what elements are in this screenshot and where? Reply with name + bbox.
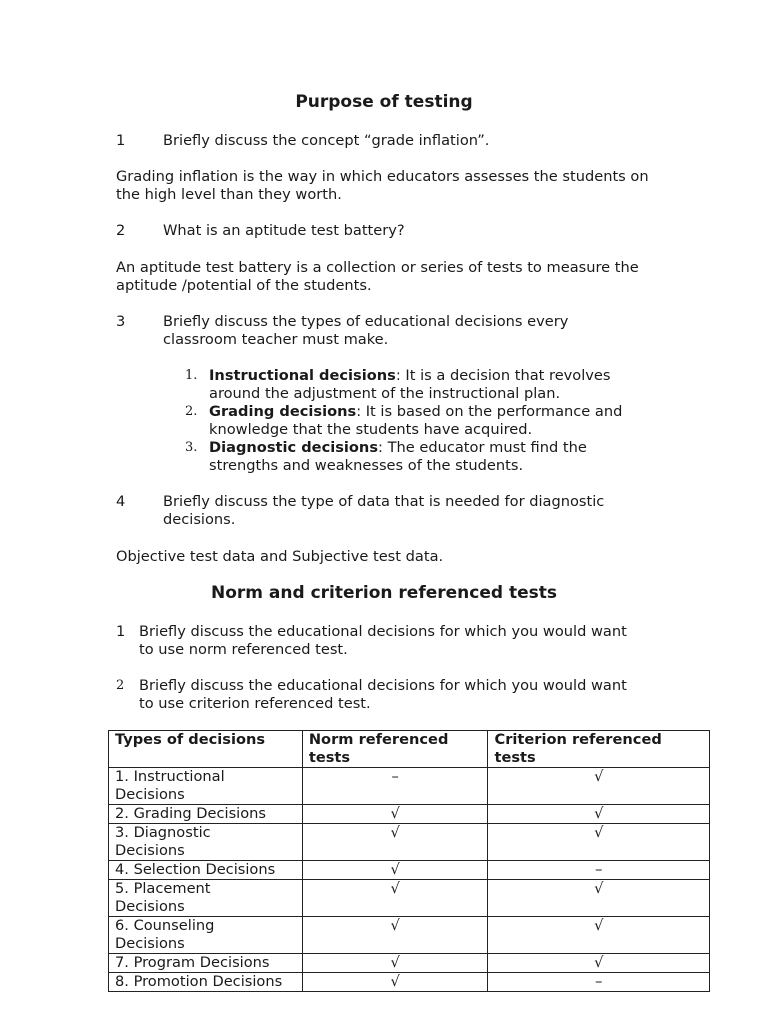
- norm-mark-cell: √: [302, 880, 488, 917]
- criterion-mark-cell: –: [488, 973, 710, 992]
- decision-type-cell: 8. Promotion Decisions: [109, 973, 303, 992]
- table-row: [109, 824, 710, 861]
- decision-type-cell: 1. Instructional Decisions: [109, 768, 303, 805]
- criterion-mark-cell: √: [488, 824, 710, 861]
- criterion-mark-cell: √: [488, 805, 710, 824]
- answer-2: An aptitude test battery is a collection or series of tests to measure the aptitude /potential of the students.: [116, 259, 639, 294]
- decision-type-cell: 2. Grading Decisions: [109, 805, 303, 824]
- list-number: 3.: [185, 440, 198, 455]
- table-header-row: [109, 731, 710, 768]
- list-number: 2.: [185, 404, 198, 419]
- decision-desc: : It is based on the performance and knowledge that the students have acquired.: [209, 403, 623, 438]
- question-number: 2: [116, 222, 126, 239]
- question-text: What is an aptitude test battery?: [163, 222, 405, 239]
- column-header: Criterion referenced tests: [488, 731, 710, 768]
- decision-desc: : It is a decision that revolves around the adjustment of the instructional plan.: [209, 367, 611, 402]
- table-row: [109, 880, 710, 917]
- section-title-norm-criterion: Norm and criterion referenced tests: [210, 583, 557, 603]
- answer-4: Objective test data and Subjective test data.: [116, 548, 444, 565]
- decision-type-cell: 6. Counseling Decisions: [109, 917, 303, 954]
- decision-term: Instructional decisions: [209, 367, 396, 384]
- decision-term: Diagnostic decisions: [209, 439, 379, 456]
- criterion-mark-cell: √: [488, 917, 710, 954]
- column-header: Types of decisions: [109, 731, 303, 768]
- table-row: [109, 973, 710, 992]
- decision-desc: : The educator must find the strengths and weaknesses of the students.: [209, 439, 587, 474]
- answer-1: Grading inflation is the way in which educators assesses the students on the high level than they worth.: [116, 168, 649, 203]
- question-number: 1: [116, 623, 126, 640]
- criterion-mark-cell: √: [488, 954, 710, 973]
- decision-term: Grading decisions: [209, 403, 357, 420]
- table-row: [109, 768, 710, 805]
- table-row: [109, 861, 710, 880]
- list-number: 1.: [185, 368, 198, 383]
- norm-mark-cell: √: [302, 917, 488, 954]
- norm-mark-cell: √: [302, 824, 488, 861]
- question-text: Briefly discuss the concept “grade inflation”.: [163, 132, 490, 149]
- question-text: Briefly discuss the educational decisions for which you would want to use norm referenced test.: [139, 623, 627, 658]
- decision-type-cell: 4. Selection Decisions: [109, 861, 303, 880]
- question-number: 3: [116, 313, 126, 330]
- question-number: 1: [116, 132, 126, 149]
- decision-type-cell: 3. Diagnostic Decisions: [109, 824, 303, 861]
- column-header: Norm referenced tests: [302, 731, 488, 768]
- norm-mark-cell: –: [302, 768, 488, 805]
- table-row: [109, 954, 710, 973]
- norm-mark-cell: √: [302, 973, 488, 992]
- table-row: [109, 805, 710, 824]
- decision-type-cell: 5. Placement Decisions: [109, 880, 303, 917]
- section-title-purpose: Purpose of testing: [295, 92, 473, 112]
- criterion-mark-cell: –: [488, 861, 710, 880]
- decisions-table: [108, 730, 710, 992]
- table-row: [109, 917, 710, 954]
- question-text: Briefly discuss the educational decisions for which you would want to use criterion referenced test.: [139, 677, 627, 712]
- decision-type-cell: 7. Program Decisions: [109, 954, 303, 973]
- question-number: 2: [116, 678, 125, 693]
- norm-mark-cell: √: [302, 805, 488, 824]
- norm-mark-cell: √: [302, 954, 488, 973]
- criterion-mark-cell: √: [488, 880, 710, 917]
- norm-mark-cell: √: [302, 861, 488, 880]
- question-text: Briefly discuss the type of data that is needed for diagnostic decisions.: [163, 493, 605, 528]
- question-number: 4: [116, 493, 126, 510]
- criterion-mark-cell: √: [488, 768, 710, 805]
- question-text: Briefly discuss the types of educational decisions every classroom teacher must make.: [163, 313, 569, 348]
